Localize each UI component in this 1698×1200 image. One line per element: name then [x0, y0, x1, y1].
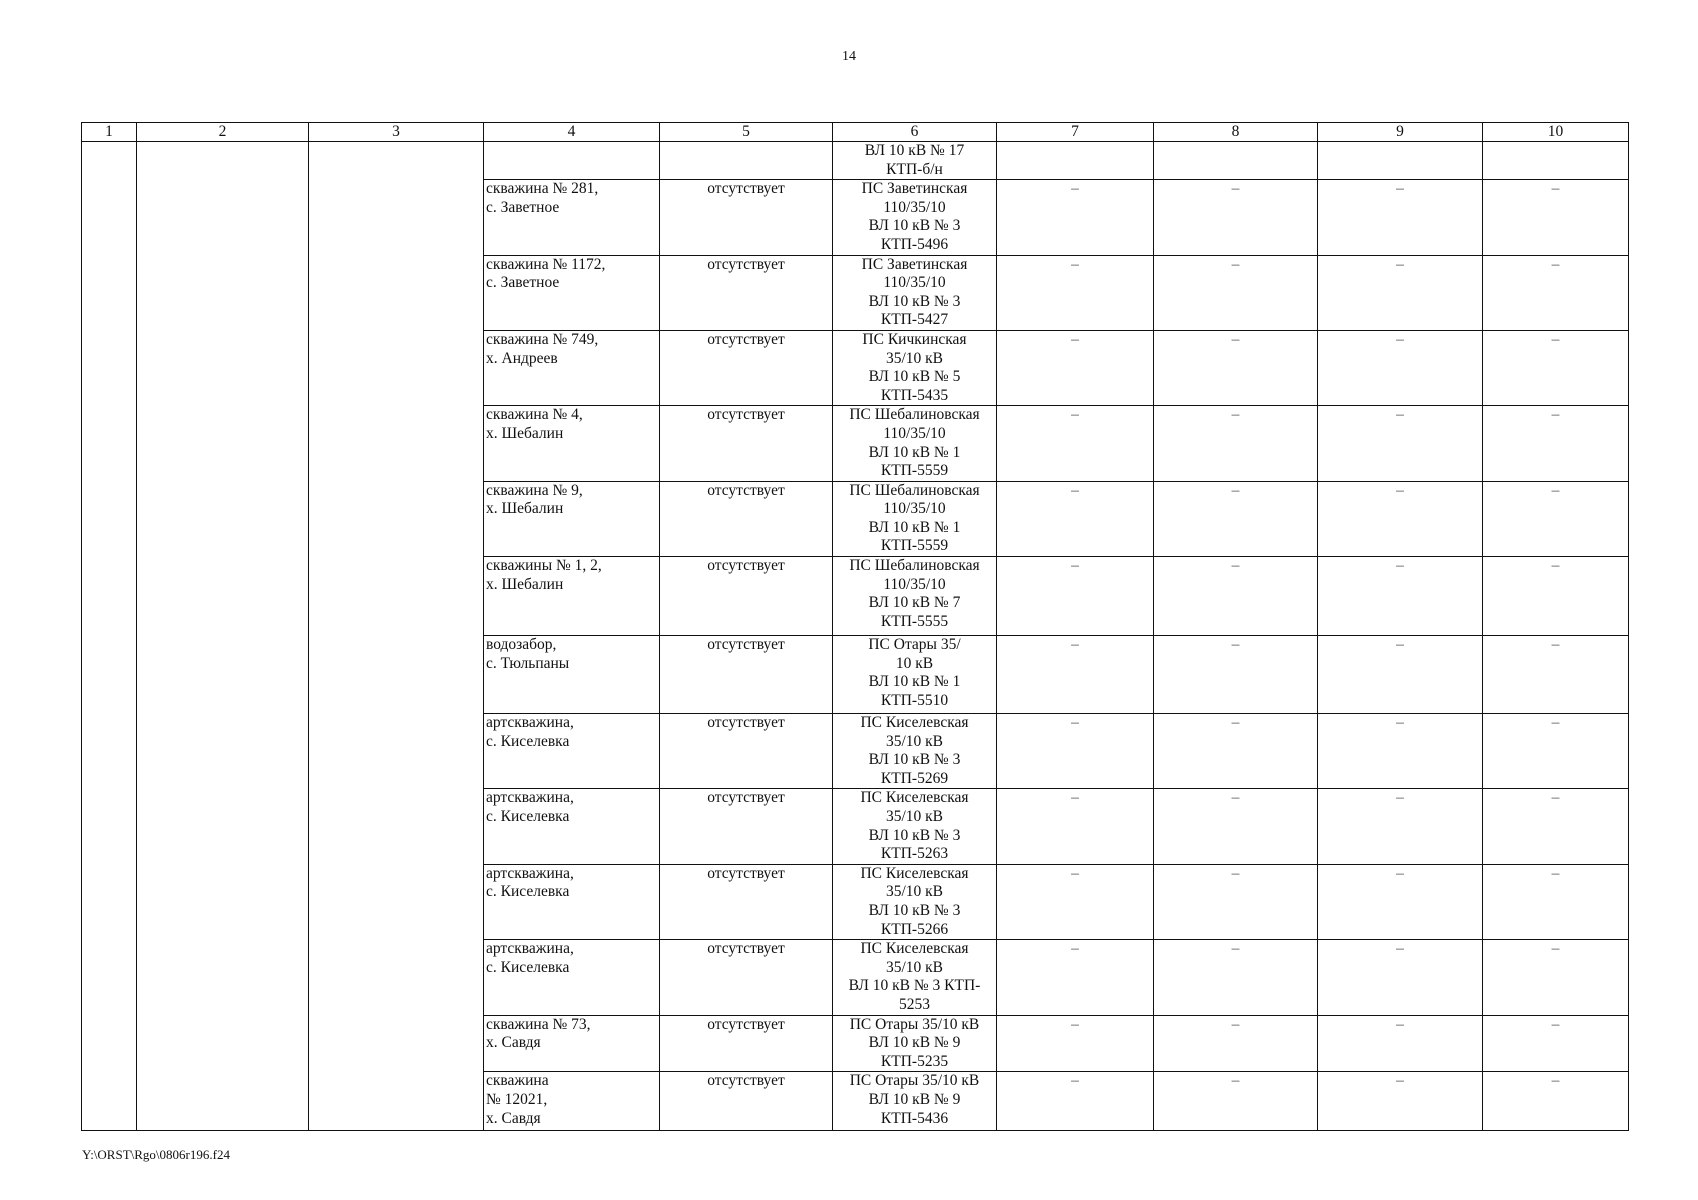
cell-line: с. Тюльпаны [486, 654, 570, 672]
value-cell-c9: – [1318, 406, 1483, 481]
cell-line: 110/35/10 [883, 198, 946, 216]
value-cell-c9: – [1318, 1072, 1483, 1131]
cell-line: КТП-5555 [880, 612, 949, 630]
power-source-cell [833, 142, 997, 180]
value-cell-c8 [1154, 142, 1318, 180]
merged-cell-col2 [137, 142, 309, 1131]
value-cell-c8: – [1154, 255, 1318, 330]
cell-line: скважина № 1172, [486, 255, 606, 273]
value-cell-c10: – [1483, 864, 1629, 939]
cell-line: КТП-5427 [880, 311, 949, 329]
cell-line: ПС Отары 35/10 кВ [849, 1015, 980, 1033]
header-cell: 6 [833, 123, 997, 142]
cell-line: ВЛ 10 кВ № 1 [868, 673, 961, 691]
value-cell-c7: – [997, 557, 1154, 636]
value-cell-c7: – [997, 864, 1154, 939]
value-cell-c7: – [997, 180, 1154, 255]
cell-line: ПС Киселевская [860, 789, 969, 807]
cell-line: ПС Заветинская [861, 255, 968, 273]
cell-line: 35/10 кВ [885, 958, 944, 976]
status-cell: отсутствует [660, 789, 833, 864]
cell-line: КТП-5559 [880, 537, 949, 555]
cell-line: КТП-5263 [880, 845, 949, 863]
value-cell-c7: – [997, 330, 1154, 405]
cell-line: КТП-5266 [880, 920, 949, 938]
power-source-cell [833, 255, 997, 330]
value-cell-c10: – [1483, 789, 1629, 864]
value-cell-c7 [997, 142, 1154, 180]
cell-line: 35/10 кВ [885, 732, 944, 750]
cell-line: КТП-5510 [880, 691, 949, 709]
power-source-cell [833, 330, 997, 405]
cell-line: ВЛ 10 кВ № 17 [864, 142, 965, 159]
object-cell [484, 636, 660, 714]
value-cell-c9: – [1318, 180, 1483, 255]
header-cell: 10 [1483, 123, 1629, 142]
value-cell-c7: – [997, 255, 1154, 330]
value-cell-c8: – [1154, 1072, 1318, 1131]
power-source-cell [833, 557, 997, 636]
cell-line: 110/35/10 [883, 424, 946, 442]
object-cell [484, 255, 660, 330]
value-cell-c9: – [1318, 255, 1483, 330]
value-cell-c7: – [997, 940, 1154, 1015]
value-cell-c9: – [1318, 1015, 1483, 1072]
status-cell: отсутствует [660, 557, 833, 636]
header-cell: 5 [660, 123, 833, 142]
cell-line: скважина № 9, [486, 481, 583, 499]
cell-line: ПС Заветинская [861, 180, 968, 198]
table-body [82, 142, 1629, 1131]
cell-line: ПС Отары 35/ [868, 636, 961, 654]
value-cell-c8: – [1154, 864, 1318, 939]
cell-line: КТП-5435 [880, 386, 949, 404]
cell-line: с. Заветное [486, 198, 560, 216]
cell-line: ПС Кичкинская [862, 330, 967, 348]
value-cell-c8: – [1154, 330, 1318, 405]
status-cell: отсутствует [660, 864, 833, 939]
value-cell-c9: – [1318, 557, 1483, 636]
object-cell [484, 180, 660, 255]
cell-line: 5253 [899, 995, 930, 1013]
value-cell-c8: – [1154, 636, 1318, 714]
status-cell: отсутствует [660, 1015, 833, 1072]
value-cell-c10 [1483, 142, 1629, 180]
status-cell: отсутствует [660, 940, 833, 1015]
cell-line: артскважина, [486, 714, 574, 732]
value-cell-c7: – [997, 1015, 1154, 1072]
cell-line: КТП-5436 [880, 1109, 949, 1127]
object-cell [484, 789, 660, 864]
object-cell [484, 714, 660, 789]
object-cell [484, 1015, 660, 1072]
cell-line: 35/10 кВ [885, 883, 944, 901]
header-cell: 3 [309, 123, 484, 142]
cell-line: ПС Киселевская [860, 940, 969, 958]
cell-line: 35/10 кВ [885, 808, 944, 826]
cell-line: ПС Отары 35/10 кВ [849, 1072, 980, 1090]
cell-line: 10 кВ [895, 654, 934, 672]
cell-line: ВЛ 10 кВ № 3 [868, 292, 961, 310]
value-cell-c8: – [1154, 180, 1318, 255]
cell-line: скважина № 73, [486, 1015, 591, 1033]
status-cell: отсутствует [660, 714, 833, 789]
status-cell: отсутствует [660, 330, 833, 405]
header-row [82, 123, 1629, 142]
value-cell-c7: – [997, 789, 1154, 864]
cell-line: ВЛ 10 кВ № 3 [868, 751, 961, 769]
cell-line: х. Шебалин [486, 575, 564, 593]
cell-line: х. Савдя [486, 1034, 541, 1052]
page-number: 14 [842, 49, 856, 64]
cell-line: ВЛ 10 кВ № 3 [868, 902, 961, 919]
object-cell [484, 142, 660, 180]
cell-line: скважина № 749, [486, 330, 599, 348]
cell-line: ВЛ 10 кВ № 3 КТП- [848, 977, 981, 995]
header-cell: 4 [484, 123, 660, 142]
value-cell-c10: – [1483, 406, 1629, 481]
object-cell [484, 940, 660, 1015]
object-cell [484, 481, 660, 556]
merged-cell-col1 [82, 142, 137, 1131]
object-cell [484, 1072, 660, 1131]
cell-line: КТП-5559 [880, 462, 949, 480]
value-cell-c10: – [1483, 255, 1629, 330]
cell-line: КТП-5269 [880, 769, 949, 787]
value-cell-c10: – [1483, 330, 1629, 405]
value-cell-c10: – [1483, 1015, 1629, 1072]
cell-line: скважина № 281, [486, 180, 599, 198]
cell-line: ВЛ 10 кВ № 1 [868, 443, 961, 461]
value-cell-c8: – [1154, 406, 1318, 481]
power-source-cell [833, 1072, 997, 1131]
cell-line: КТП-5496 [880, 235, 949, 253]
cell-line: 110/35/10 [883, 500, 946, 518]
value-cell-c8: – [1154, 557, 1318, 636]
object-cell [484, 557, 660, 636]
cell-line: скважина № 4, [486, 406, 583, 424]
value-cell-c9: – [1318, 330, 1483, 405]
value-cell-c9: – [1318, 714, 1483, 789]
header-cell: 9 [1318, 123, 1483, 142]
cell-line: артскважина, [486, 864, 574, 882]
status-cell: отсутствует [660, 180, 833, 255]
header-cell: 8 [1154, 123, 1318, 142]
power-source-cell [833, 481, 997, 556]
power-source-cell [833, 406, 997, 481]
cell-line: артскважина, [486, 789, 574, 807]
power-source-cell [833, 940, 997, 1015]
cell-line: скважина [486, 1072, 549, 1090]
power-source-cell [833, 1015, 997, 1072]
cell-line: № 12021, [486, 1090, 548, 1108]
cell-line: скважины № 1, 2, [486, 557, 602, 575]
cell-line: ВЛ 10 кВ № 3 [868, 217, 961, 235]
footer-file-path: Y:\ORST\Rgo\0806r196.f24 [82, 1147, 230, 1162]
cell-line: х. Шебалин [486, 500, 564, 518]
cell-line: КТП-5235 [880, 1052, 949, 1070]
cell-line: ВЛ 10 кВ № 9 [868, 1034, 961, 1052]
status-cell: отсутствует [660, 636, 833, 714]
value-cell-c9: – [1318, 636, 1483, 714]
status-cell [660, 142, 833, 180]
value-cell-c8: – [1154, 789, 1318, 864]
value-cell-c10: – [1483, 557, 1629, 636]
cell-line: ВЛ 10 кВ № 1 [868, 518, 961, 536]
cell-line: ВЛ 10 кВ № 9 [868, 1090, 961, 1108]
cell-line: ПС Шебалиновская [849, 481, 980, 499]
status-cell: отсутствует [660, 1072, 833, 1131]
merged-cell-col3 [309, 142, 484, 1131]
power-source-cell [833, 789, 997, 864]
value-cell-c9: – [1318, 481, 1483, 556]
value-cell-c10: – [1483, 714, 1629, 789]
power-source-cell [833, 864, 997, 939]
cell-line: КТП-б/н [886, 160, 943, 178]
data-table [81, 122, 1629, 1131]
header-cell: 2 [137, 123, 309, 142]
value-cell-c10: – [1483, 636, 1629, 714]
cell-line: ВЛ 10 кВ № 3 [868, 826, 961, 844]
value-cell-c9: – [1318, 940, 1483, 1015]
value-cell-c8: – [1154, 940, 1318, 1015]
value-cell-c10: – [1483, 1072, 1629, 1131]
cell-line: с. Киселевка [486, 958, 570, 976]
cell-line: 110/35/10 [883, 274, 946, 292]
cell-line: ПС Киселевская [860, 864, 969, 882]
header-cell: 7 [997, 123, 1154, 142]
value-cell-c7: – [997, 406, 1154, 481]
value-cell-c10: – [1483, 940, 1629, 1015]
object-cell [484, 330, 660, 405]
value-cell-c10: – [1483, 481, 1629, 556]
cell-line: ВЛ 10 кВ № 7 [868, 594, 961, 612]
cell-line: с. Киселевка [486, 808, 570, 826]
status-cell: отсутствует [660, 481, 833, 556]
cell-line: х. Савдя [486, 1109, 541, 1127]
cell-line: ПС Шебалиновская [849, 557, 980, 575]
value-cell-c7: – [997, 636, 1154, 714]
cell-line: 35/10 кВ [885, 349, 944, 367]
cell-line: ПС Шебалиновская [849, 406, 980, 424]
power-source-cell [833, 180, 997, 255]
value-cell-c10: – [1483, 180, 1629, 255]
value-cell-c9 [1318, 142, 1483, 180]
value-cell-c9: – [1318, 789, 1483, 864]
header-cell: 1 [82, 123, 137, 142]
value-cell-c7: – [997, 1072, 1154, 1131]
cell-line: водозабор, [486, 636, 557, 654]
value-cell-c7: – [997, 714, 1154, 789]
cell-line: с. Заветное [486, 274, 560, 292]
value-cell-c8: – [1154, 714, 1318, 789]
power-source-cell [833, 636, 997, 714]
value-cell-c8: – [1154, 1015, 1318, 1072]
value-cell-c7: – [997, 481, 1154, 556]
power-source-cell [833, 714, 997, 789]
value-cell-c8: – [1154, 481, 1318, 556]
cell-line: 110/35/10 [883, 575, 946, 593]
cell-line: с. Киселевка [486, 732, 570, 750]
cell-line: х. Шебалин [486, 424, 564, 442]
status-cell: отсутствует [660, 406, 833, 481]
cell-line: ПС Киселевская [860, 714, 969, 732]
cell-line: артскважина, [486, 940, 574, 958]
object-cell [484, 406, 660, 481]
cell-line: ВЛ 10 кВ № 5 [868, 368, 961, 386]
cell-line: с. Киселевка [486, 883, 570, 901]
table-row [82, 142, 1629, 180]
object-cell [484, 864, 660, 939]
cell-line: х. Андреев [486, 349, 558, 367]
status-cell: отсутствует [660, 255, 833, 330]
value-cell-c9: – [1318, 864, 1483, 939]
